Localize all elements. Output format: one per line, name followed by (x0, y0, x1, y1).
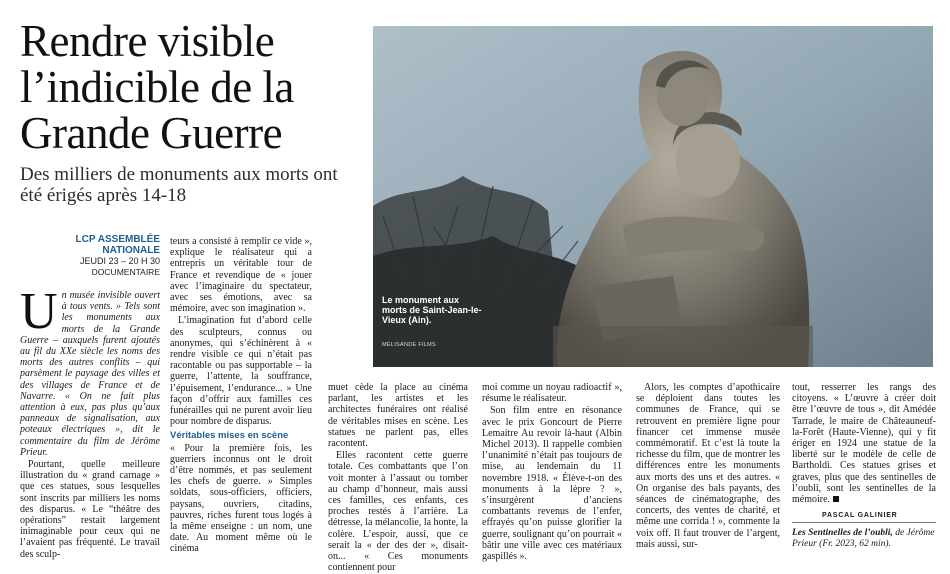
column-2 (170, 236, 312, 556)
tv-info (60, 234, 160, 277)
col6-p1: tout, resserrer les rangs des citoyens. « L’œuvre à créer doit être l’œuvre de tous », dit Amédée Tarrade, le maire de Châteauneuf-la-Forêt (Haute-Vienne), qui y fit ériger en 1924 une statue de la liberté sur le modèle de celle de Bartholdi. Ces statues grises et graves, plus que des sentinelles de l’oubli, sont les sentinelles de la mémoire. (792, 382, 936, 506)
tv-genre: DOCUMENTAIRE (91, 267, 160, 277)
photo-caption: Le monument aux morts de Saint-Jean-le-Vieux (Ain). (382, 295, 482, 325)
col5-p1: Alors, les comptes d’apothicaire se déploient dans toutes les communes de France, qui se retrouvent en première ligne pour financer cet immense musée commémoratif. Et c’est là toute la richesse du film, que de montrer les différences entre les monuments aux morts des uns et des autres. « On organise des bals payants, des séances de cinématographe, des concerts, des ventes de charité, et même une corrida ! », commente la voix off. Il faut trouver de l’argent, mais aussi, sur- (636, 382, 780, 550)
film-title: Les Sentinelles de l’oubli, (792, 528, 893, 538)
headline: Rendre visible l’indicible de la Grande Guerre (20, 16, 294, 158)
film-details: de Jérôme Prieur (Fr. 2023, 62 min). (792, 528, 935, 549)
credits-divider (792, 522, 936, 523)
tv-channel: LCP ASSEMBLÉE NATIONALE (75, 234, 160, 256)
col2-p3: « Pour la première fois, les guerriers inconnus ont le droit d’être nommés, et pas seulement les chefs de guerre. » Simples soldats, sous-officiers, officiers, paysans, ouvriers, citadins, pauvres, riches furent tous logés à la même enseigne : un nom, une date. Au moment même où le cinéma (170, 442, 312, 555)
photo-credit: MÉLISANDE FILMS (382, 342, 437, 348)
column-1 (20, 283, 160, 561)
film-credits (792, 528, 940, 550)
col4-p1: moi comme un noyau radioactif », résume le réalisateur. (482, 382, 622, 405)
column-6 (792, 382, 936, 506)
intertitle: Véritables mises en scène (170, 430, 289, 442)
col3-p1: muet cède la place au cinéma parlant, les artistes et les architectes funéraires ont réalisé de véritables mises en scène. Les statues ne parlent pas, elles racontent. (328, 382, 468, 450)
column-3 (328, 382, 468, 574)
subheadline: Des milliers de monuments aux morts ont été érigés après 14-18 (20, 164, 338, 206)
column-4 (482, 382, 622, 563)
drop-cap: U (20, 283, 58, 340)
col2-p1: teurs a consisté à remplir ce vide », explique le réalisateur qui a entrepris un véritable tour de France et revendique de « jouer avec l’imaginaire du spectateur, avec ses émotions, avec sa mémoire, avec son imagination ». (170, 236, 312, 315)
col1-p2: Pourtant, quelle meilleure illustration du « grand carnage » que ces statues, sous lesquelles sont inscrits par milliers les noms des disparus. « Le “théâtre des opérations” restait largement inimaginable pour ceux qui ne l’avaient pas fréquenté. Le travail des sculp- (20, 459, 160, 560)
col3-p2: Elles racontent cette guerre totale. Ces combattants que l’on voit monter à l’assaut ou tomber au champ d’honneur, mais aussi ces familles, ces enfants, ces proches restés à l’arrière. La détresse, la mélancolie, la honte, la colère. L’espoir, aussi, que ce serait la « der des der », disait-on... « Ces monuments contiennent pour (328, 450, 468, 574)
column-5 (636, 382, 780, 551)
tv-datetime: JEUDI 23 – 20 H 30 (79, 256, 160, 266)
byline: PASCAL GALINIER (822, 512, 898, 519)
col1-p1: n musée invisible ouvert à tous vents. » Tels sont les monuments aux morts de la Grande Guerre – auxquels furent ajoutés au fil du XXe siècle les noms des morts des autres conflits – qui parsèment le paysage des villes et des villages de France et de Navarre. « On ne fait plus attention à eux, pas plus qu’aux panneaux de signalisation, aux poteaux électriques », dit le commentaire du film de Jérôme Prieur. (20, 290, 160, 458)
col4-p2: Son film entre en résonance avec le prix Goncourt de Pierre Lemaitre Au revoir là-haut (Albin Michel 2013). Il rappelle combien l’unanimité n’était pas toujours de mise, au lendemain du 11 novembre 1918. « Élève-t-on des monuments à la lèpre ? », s’insurgèrent d’anciens combattants revenus de l’enfer, effrayés qu’on puisse glorifier la guerre, soulignant qu’on pourrait « bâtir une ville avec ces matériaux gaspillés ». (482, 405, 622, 563)
col2-p2: L’imagination fut d’abord celle des sculpteurs, connus ou anonymes, qui s’échinèrent à « rendre visible ce qui n’était pas racontable ou pas supportable – la guerre, l’attente, la souffrance, l’épuisement, l’endurance... » Une façon d’offrir aux familles ces funérailles qui ne purent avoir lieu pour nombre de disparus. (170, 315, 312, 428)
end-mark (833, 496, 839, 502)
